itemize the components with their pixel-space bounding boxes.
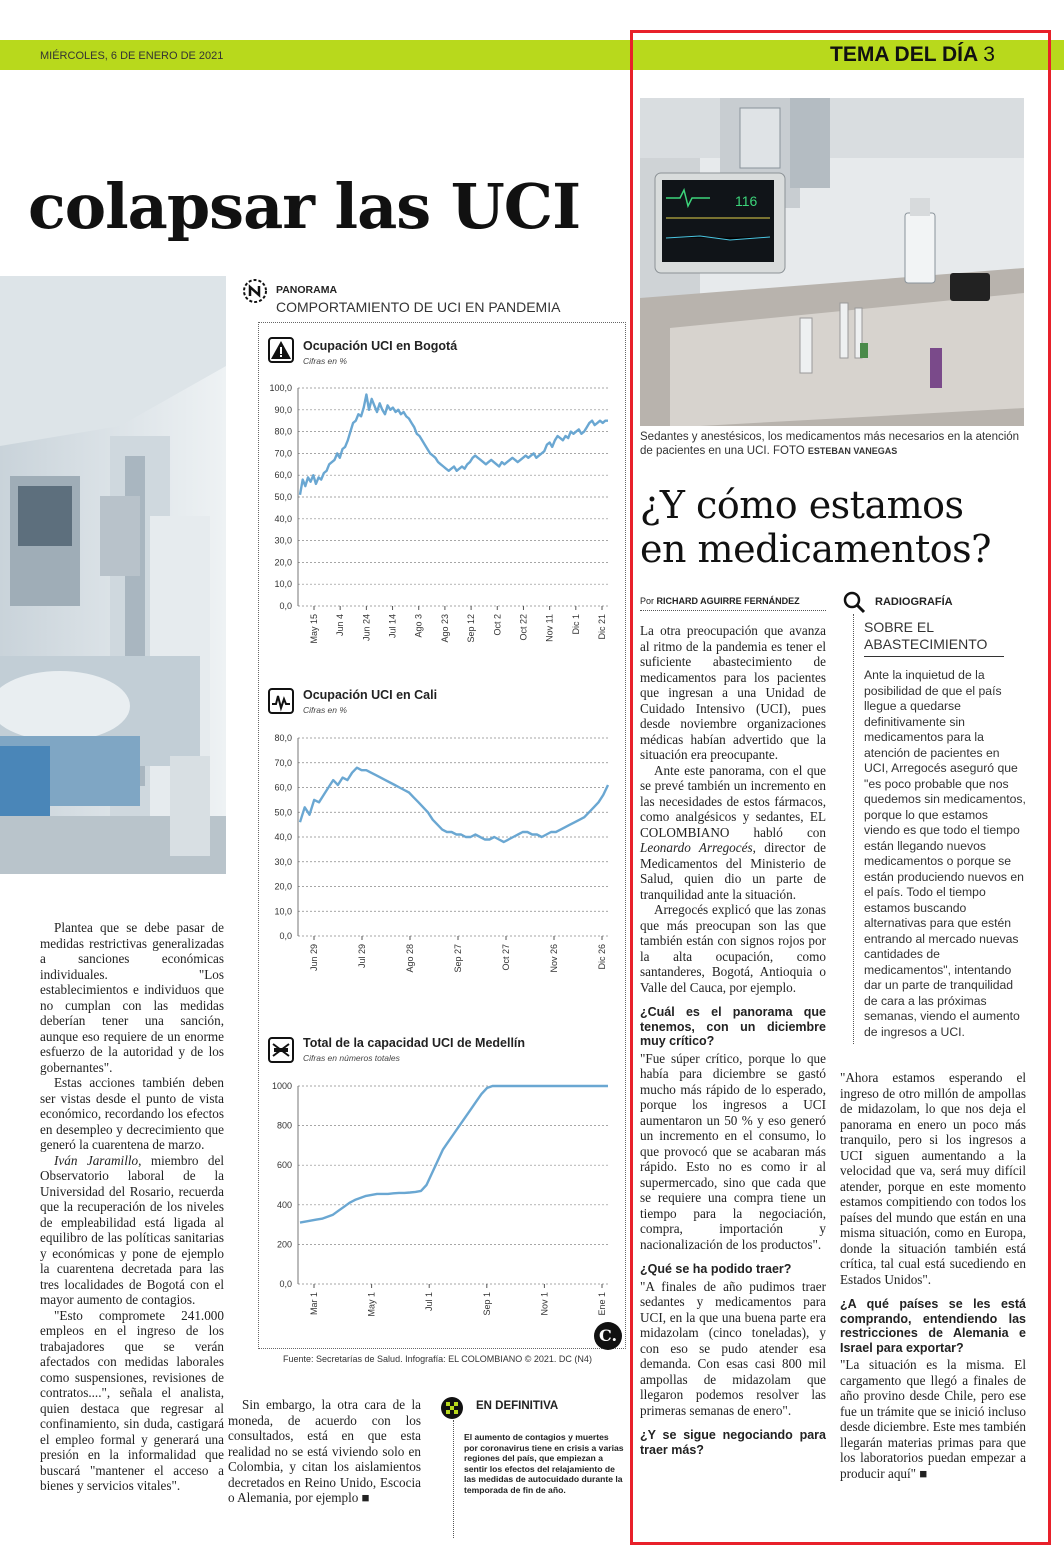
y-tick-label: 20,0 xyxy=(274,881,292,892)
x-tick-label: Jul 29 xyxy=(357,944,367,969)
x-tick-label: Oct 2 xyxy=(492,614,503,636)
en-definitiva-text: El aumento de contagios y muertes por coronavirus tiene en crisis a varias regiones del país, que empiezan a sentir los efectos del relajamiento de las medidas de autocuidado durante la temporada de fin de año. xyxy=(464,1432,624,1495)
x-tick-label: Nov 26 xyxy=(549,944,559,973)
radiografia-title: SOBRE EL ABASTECIMIENTO xyxy=(864,619,988,652)
left-paragraph-4: "Esto compromete 241.000 empleos en el ingreso de los trabajadores que se verán afectados con medidas laborales como suspensiones, revisiones de contratos....", señala el analista, quien destaca que regresar al confinamiento, sin duda, castigará el empleo formal y generará una presión en la informalidad que buscará "mantener el acceso a bienes y servicios vitales". xyxy=(40,1307,224,1493)
hospital-bed-icon xyxy=(268,1037,294,1063)
en-definitiva-label: EN DEFINITIVA xyxy=(476,1400,559,1412)
x-tick-label: Sep 27 xyxy=(453,944,463,973)
right-paragraph-2 xyxy=(640,763,826,903)
section-label: TEMA DEL DÍA xyxy=(830,43,978,66)
y-tick-label: 60,0 xyxy=(274,782,292,793)
y-tick-label: 400 xyxy=(276,1199,292,1210)
y-tick-label: 1000 xyxy=(271,1081,292,1091)
x-tick-label: Dic 26 xyxy=(597,944,607,970)
y-tick-label: 60,0 xyxy=(274,470,292,481)
left-paragraph-3-text: , miembro del Observatorio laboral de la Universidad del Rosario, recuerda que la recuperación de los niveles de empleabilidad está ligada al equilibro de las políticas sanitarias y económicas y pone de ejemplo la cuarentena decretada para las tres localidades de Bogotá con el mayor aumento de contagios. xyxy=(40,1152,224,1307)
heartbeat-icon xyxy=(268,688,294,714)
answer-1: "Fue súper crítico, porque lo que había para diciembre se gastó mucho más rápido de lo esperado, porque los ingresos a UCI aumentaron un 50 % y eso generó un incremento en el consumo, lo que provocó que se acabaran más rápido. Esto no es como ir al supermercado, sino que cada que se requiere una compra tiene un tiempo para la negociación, compra, importación y nacionalización de los productos". xyxy=(640,1050,826,1252)
radiografia-text: Ante la inquietud de la posibilidad de que el país llegue a quedarse definitivamente sin medicamentos para la atención de pacientes en UCI, Arregocés aseguró que "es poco probable que nos quedemos sin medicamentos, porque lo que estamos viendo es que todo el tiempo están llegando nuevos medicamentos o porque se están produciendo nuevos en el país. Todo el tiempo estamos buscando alternativas para que estén entrando al mercado nuevas cantidades de medicamentos", intentando dar un parte de tranquilidad de cara a las próximas semanas, viendo el aumento de ingresos a UCI. xyxy=(864,668,1026,1039)
answer-3: "Ahora estamos esperando el ingreso de otro millón de ampollas de midazolam, lo que nos deja el panorama en enero un poco más tranquilo, pero si los ingresos a UCI siguen aumentando a la velocidad que va, será muy difícil atender, porque en este momento estamos compitiendo con todos los países del mundo que están en una misma situación, como en Europa, donde la situación también está crítica, tal cual está sucediendo en Estados Unidos". xyxy=(840,1070,1026,1287)
mid-paragraph-1-text: Sin embargo, la otra cara de la moneda, de acuerdo con los consultados, está en que esta realidad no se está viviendo solo en Colombia, y citan los aislamientos decretados en Reino Unido, Escocia o Alemania, por ejemplo xyxy=(228,1397,421,1505)
x-tick-label: Sep 12 xyxy=(466,614,477,643)
x-tick-label: Ago 28 xyxy=(405,944,415,973)
y-tick-label: 30,0 xyxy=(274,535,292,546)
question-4: ¿A qué países se les está comprando, entendiendo las restricciones de Alemania e Israel para exportar? xyxy=(840,1297,1026,1355)
y-tick-label: 0,0 xyxy=(279,601,292,611)
x-tick-label: Jul 1 xyxy=(424,1292,435,1312)
y-tick-label: 0,0 xyxy=(279,931,292,941)
x-tick-label: Nov 1 xyxy=(539,1292,550,1316)
right-paragraph-1: La otra preocupación que avanza al ritmo de la pandemia es tener el suficiente abastecimiento de medicamentos para los pacientes que ingresan a una Unidad de Cuidado Intensivo (UCI), pues desde noviembre organizaciones médicas habían advertido que la situación era preocupante. xyxy=(640,623,826,762)
end-mark: ■ xyxy=(361,1490,370,1505)
y-tick-label: 70,0 xyxy=(274,448,292,459)
x-tick-label: Jun 29 xyxy=(309,944,319,972)
x-tick-label: Mar 1 xyxy=(309,1292,319,1316)
right-article xyxy=(640,623,826,1459)
y-tick-label: 20,0 xyxy=(274,557,292,568)
right-paragraph-3: Arregocés explicó que las zonas que más preocupan son las que también están con signos rojos por la alta ocupación, como santanderes, Bogotá, Antioquia o Valle del Cauca, por ejemplo. xyxy=(640,902,826,995)
y-tick-label: 50,0 xyxy=(274,807,292,818)
panorama-title: COMPORTAMIENTO DE UCI EN PANDEMIA xyxy=(276,299,561,315)
x-tick-label: Jun 24 xyxy=(361,614,372,642)
y-tick-label: 0,0 xyxy=(279,1279,292,1289)
person-name-arregoces: Leonardo Arregocés xyxy=(640,840,753,855)
x-tick-label: Oct 27 xyxy=(501,944,511,971)
y-tick-label: 50,0 xyxy=(274,492,292,502)
y-tick-label: 100,0 xyxy=(269,383,292,393)
answer-4-text: "La situación es la misma. El cargamento que llegó a finales de año provino desde Chile, pero ese fue un trámite que se inició incluso desde diciembre. Este mes también llegarán materias primas para que los laboratorios puedan empezar a producir aquí" xyxy=(840,1357,1026,1481)
x-tick-label: Ago 23 xyxy=(439,614,450,643)
right-article-col2 xyxy=(840,1070,1026,1481)
svg-text:116: 116 xyxy=(735,193,758,209)
chart2-subtitle: Cifras en % xyxy=(303,705,347,715)
headline-line-2: en medicamentos? xyxy=(640,527,991,571)
left-paragraph-2: Estas acciones también deben ser vistas desde el punto de vista económico, recordando los efectos en desempleo y decrecimiento que generó la cuarentena de marzo. xyxy=(40,1075,224,1152)
answer-4 xyxy=(840,1357,1026,1481)
x-tick-label: Jun 4 xyxy=(335,614,346,637)
panorama-icon xyxy=(242,278,268,304)
page-number: 3 xyxy=(983,43,995,66)
y-tick-label: 80,0 xyxy=(274,426,292,437)
magnifier-icon xyxy=(842,590,866,614)
byline-prefix: Por xyxy=(640,596,657,606)
photo-credit: ESTEBAN VANEGAS xyxy=(807,446,898,456)
y-tick-label: 30,0 xyxy=(274,856,292,867)
end-mark-right: ■ xyxy=(919,1465,928,1481)
y-tick-label: 40,0 xyxy=(274,513,292,524)
article-headline xyxy=(640,483,991,571)
x-tick-label: May 15 xyxy=(309,614,319,644)
panorama-label: PANORAMA xyxy=(276,284,338,296)
radiografia-label: RADIOGRAFÍA xyxy=(875,596,953,608)
x-tick-label: Dic 1 xyxy=(570,614,581,635)
icu-photo xyxy=(0,276,226,874)
photo-caption xyxy=(640,430,1024,458)
x-tick-label: Ago 3 xyxy=(413,614,424,638)
y-tick-label: 10,0 xyxy=(274,579,292,590)
x-tick-label: May 1 xyxy=(366,1292,377,1317)
right-paragraph-2b: , director de Medicamentos del Ministerio de Salud, quien dio un parte de tranquilidad ante la situación. xyxy=(640,840,826,902)
x-tick-label: Sep 1 xyxy=(481,1292,492,1316)
y-tick-label: 40,0 xyxy=(274,832,292,842)
warning-icon xyxy=(268,337,294,363)
y-tick-label: 200 xyxy=(276,1239,292,1250)
left-paragraph-1: Plantea que se debe pasar de medidas restrictivas generalizadas a sanciones económicas individuales. "Los establecimientos e individuos que no cumplan con las medidas deberían tener una sanción, aunque eso requiere de un enorme esfuerzo de la autoridad y de los gobernantes". xyxy=(40,920,224,1075)
x-tick-label: Jul 14 xyxy=(387,614,398,639)
y-tick-label: 600 xyxy=(276,1160,292,1171)
y-tick-label: 70,0 xyxy=(274,757,292,768)
series-line xyxy=(300,768,608,842)
chart-source: Fuente: Secretarías de Salud. Infografía: EL COLOMBIANO © 2021. DC (N4) xyxy=(283,1354,592,1364)
left-paragraph-3 xyxy=(40,1153,224,1308)
question-3: ¿Y se sigue negociando para traer más? xyxy=(640,1428,826,1457)
caption-text: Sedantes y anestésicos, los medicamentos más necesarios en la atención de pacientes en una UCI. FOTO xyxy=(640,431,1020,457)
chart3-subtitle: Cifras en números totales xyxy=(303,1053,400,1063)
right-paragraph-2a: Ante este panorama, con el que se prevé también un incremento en las necesidades de estos fármacos, como analgésicos y sedantes, EL COLOMBIANO habló con xyxy=(640,762,826,840)
byline xyxy=(640,596,800,606)
mid-article xyxy=(228,1397,421,1506)
y-tick-label: 80,0 xyxy=(274,733,292,743)
question-2: ¿Qué se ha podido traer? xyxy=(640,1262,792,1276)
checkered-icon xyxy=(440,1396,464,1420)
headline-line-1: ¿Y cómo estamos xyxy=(640,483,964,527)
byline-author: RICHARD AGUIRRE FERNÁNDEZ xyxy=(656,596,800,606)
answer-2: "A finales de año pudimos traer sedantes y medicamentos para UCI, en la que una buena parte era midazolam (cinco toneladas), y con eso se pudo atender esa demanda. Con esas casi 800 mil ampollas de midazolam que llegaron podemos resolver las primeras semanas de enero". xyxy=(640,1278,826,1418)
medication-photo xyxy=(640,98,1024,426)
y-tick-label: 10,0 xyxy=(274,906,292,917)
chart-medellin xyxy=(258,1076,624,1346)
x-tick-label: Oct 22 xyxy=(518,614,529,641)
chart3-title: Total de la capacidad UCI de Medellín xyxy=(303,1036,526,1050)
series-line xyxy=(300,1086,608,1223)
mid-paragraph-1 xyxy=(228,1397,421,1506)
chart2-title: Ocupación UCI en Cali xyxy=(303,688,438,702)
y-tick-label: 90,0 xyxy=(274,404,292,415)
chart1-title: Ocupación UCI en Bogotá xyxy=(303,339,458,353)
divider xyxy=(453,1420,455,1538)
page-date: MIÉRCOLES, 6 DE ENERO DE 2021 xyxy=(40,50,224,62)
x-tick-label: Nov 11 xyxy=(544,614,555,642)
chart-cali xyxy=(258,728,624,998)
question-1: ¿Cuál es el panorama que tenemos, con un diciembre muy crítico? xyxy=(640,1005,826,1048)
left-article xyxy=(40,920,224,1494)
chart1-subtitle: Cifras en % xyxy=(303,356,347,366)
y-tick-label: 800 xyxy=(276,1120,292,1131)
person-name: Iván Jaramillo xyxy=(54,1152,139,1168)
radiografia-rule xyxy=(853,614,855,1044)
byline-rule xyxy=(640,610,826,611)
x-tick-label: Dic 21 xyxy=(597,614,607,640)
chart-bogota xyxy=(258,378,624,668)
radiografia-title-rule xyxy=(864,656,1004,657)
el-colombiano-logo: C. xyxy=(594,1322,622,1350)
main-headline: colapsar las UCI xyxy=(28,170,581,243)
x-tick-label: Ene 1 xyxy=(597,1292,607,1316)
